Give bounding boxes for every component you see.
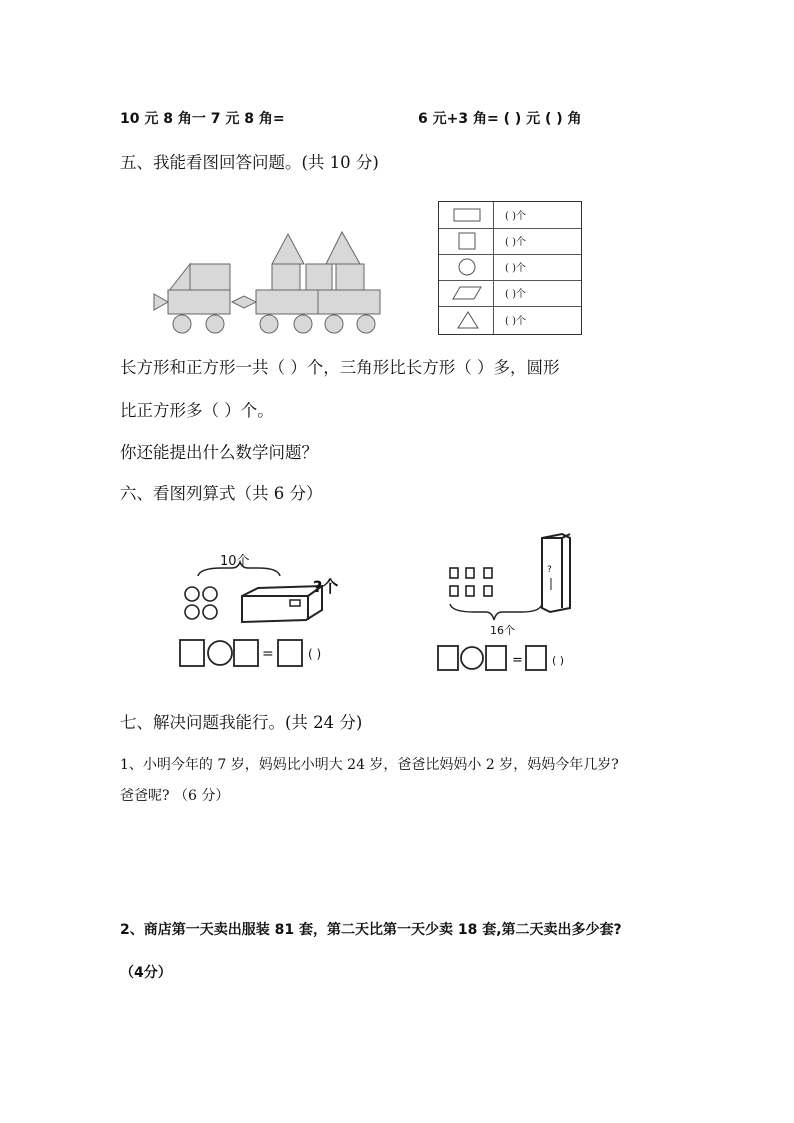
row-answer: ( )个	[505, 316, 526, 327]
square-icon	[458, 232, 476, 250]
svg-text:=: =	[262, 646, 274, 662]
row-answer: ( )个	[505, 263, 526, 274]
table-row	[439, 202, 581, 229]
wagon-triangle-2	[326, 232, 360, 264]
rectangle-icon	[453, 208, 481, 222]
money-question-right: 6 元+3 角= ( ) 元 ( ) 角	[418, 111, 582, 127]
right-brace	[450, 604, 542, 620]
items-and-bar-figure	[430, 530, 610, 672]
left-total-label: 10个	[220, 554, 250, 569]
engine-nose-triangle	[154, 294, 168, 310]
money-question-left: 10 元 8 角一 7 元 8 角=	[120, 111, 285, 127]
triangle-icon	[457, 311, 479, 329]
table-row	[439, 254, 581, 281]
row-answer: ( )个	[505, 211, 526, 222]
problem-2-line-2: （4分）	[120, 965, 172, 981]
wagon-square-3	[336, 264, 364, 290]
section-5-question-line-3: 你还能提出什么数学问题？	[120, 443, 318, 462]
table-row	[439, 280, 581, 307]
right-question-mark: ?	[547, 565, 552, 575]
engine-body-rect	[168, 290, 230, 314]
svg-text:( ): ( )	[552, 654, 565, 667]
problem-1-line-2: 爸爸呢? （6 分）	[120, 788, 230, 804]
section-5-question-line-1: 长方形和正方形一共（ ）个，三角形比长方形（ ）多，圆形	[120, 358, 560, 377]
shape-count-table	[438, 201, 582, 335]
balls-and-box-figure	[160, 540, 360, 672]
connector-diamond	[232, 296, 256, 308]
section-5-question-line-2: 比正方形多（ ）个。	[120, 401, 274, 420]
section-7-title: 七、解决问题我能行。(共 24 分)	[120, 713, 363, 732]
circle-icon	[458, 258, 476, 276]
problem-2-line-1: 2、商店第一天卖出服装 81 套，第二天比第一天少卖 18 套,第二天卖出多少套?	[120, 922, 622, 938]
left-unknown-label: ?个	[313, 577, 339, 596]
engine-cab-rect	[190, 264, 230, 292]
wagon-triangle-1	[272, 234, 304, 264]
table-row	[439, 228, 581, 255]
wagon-square-2	[306, 264, 332, 290]
parallelogram-icon	[452, 286, 482, 300]
svg-text:( ): ( )	[308, 647, 322, 661]
svg-text:=: =	[512, 653, 523, 668]
left-brace	[198, 562, 280, 576]
problem-1-line-1: 1、小明今年的 7 岁，妈妈比小明大 24 岁，爸爸比妈妈小 2 岁，妈妈今年几岁?	[120, 757, 619, 773]
wagon-square-1	[272, 264, 300, 290]
section-6-title: 六、看图列算式（共 6 分）	[120, 484, 323, 503]
row-answer: ( )个	[505, 237, 526, 248]
section-5-title: 五、我能看图回答问题。(共 10 分)	[120, 153, 379, 172]
table-row	[439, 306, 581, 334]
shape-train-figure	[148, 226, 388, 338]
right-total-label: 16个	[490, 624, 515, 637]
row-answer: ( )个	[505, 289, 526, 300]
engine-front-triangle	[168, 264, 190, 292]
